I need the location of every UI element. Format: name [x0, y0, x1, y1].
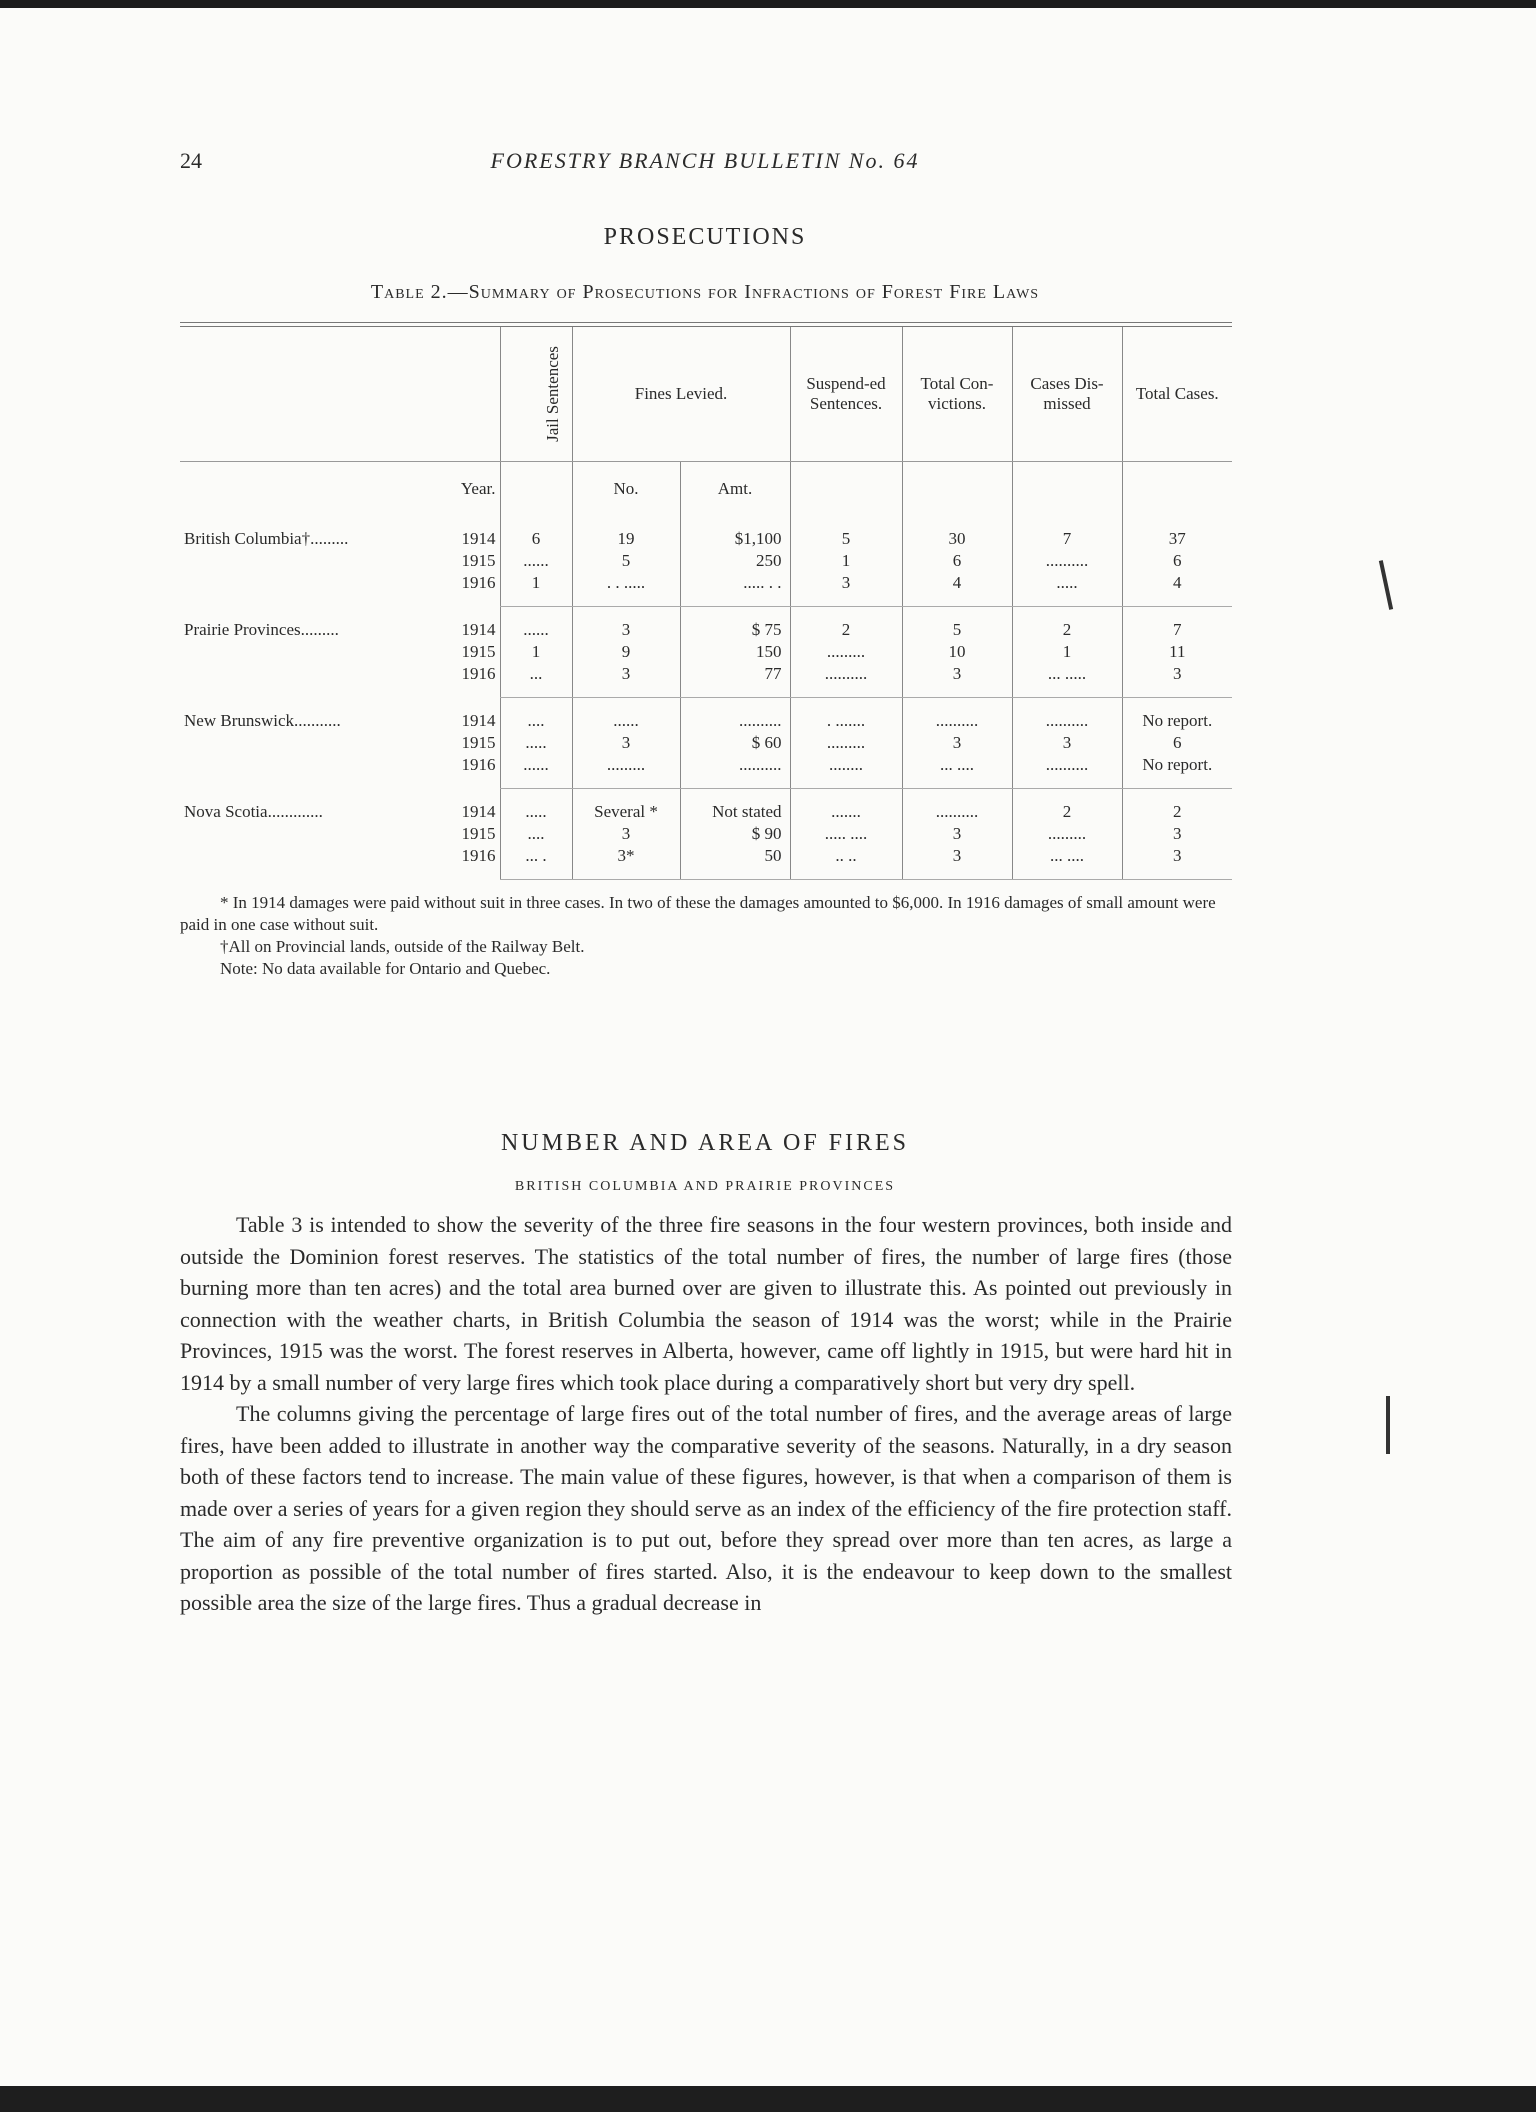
table-row [180, 732, 1232, 754]
row-year: 1915 [461, 551, 496, 570]
document-page [180, 140, 1230, 1619]
cell-fines-amt: $ 75 [680, 607, 790, 642]
cell-fines-no: 5 [572, 550, 680, 572]
row-year: 1916 [461, 664, 496, 684]
cell-convictions: 3 [902, 823, 1012, 845]
cell-convictions: 3 [902, 663, 1012, 698]
cell-dismissed: 2 [1012, 789, 1122, 824]
cell-jail: ... [500, 663, 572, 698]
cell-dismissed: ... .... [1012, 845, 1122, 880]
header-blank [180, 327, 500, 462]
cell-jail: ...... [500, 550, 572, 572]
cell-region-year [180, 641, 500, 663]
cell-total: 3 [1122, 845, 1232, 880]
cell-total: 6 [1122, 732, 1232, 754]
cell-region-year [180, 754, 500, 789]
cell-convictions: .......... [902, 698, 1012, 733]
body-paragraph: Table 3 is intended to show the severity of the three fire seasons in the four western provinces, both inside and outside the Dominion forest reserves. The statistics of the total number of fires, the number of large fires (those burning more than ten acres) and the total area burned over are given to illustrate this. As pointed out previously in connection with the weather charts, in British Columbia the season of 1914 was the worst; while in the Prairie Provinces, 1915 was the worst. The forest reserves in Alberta, however, came off lightly in 1915, but were hard hit in 1914 by a small number of very large fires which took place during a comparatively short but very dry spell. [180, 1212, 1232, 1395]
cell-dismissed: 1 [1012, 641, 1122, 663]
cell-total: 7 [1122, 607, 1232, 642]
running-title: FORESTRY BRANCH BULLETIN No. 64 [490, 148, 920, 173]
cell-fines-amt: 77 [680, 663, 790, 698]
subheader-blank [902, 462, 1012, 517]
row-year: 1914 [461, 801, 496, 821]
cell-suspended: 5 [790, 516, 902, 550]
cell-fines-amt: ..... . . [680, 572, 790, 607]
cell-fines-no: ...... [572, 698, 680, 733]
scan-bottom-edge [0, 2086, 1536, 2112]
cell-total: 11 [1122, 641, 1232, 663]
section2-body [180, 1209, 1232, 1619]
region-name: British Columbia†......... [184, 529, 349, 548]
cell-region-year [180, 823, 500, 845]
cell-dismissed: .......... [1012, 754, 1122, 789]
body-paragraph: The columns giving the percentage of large fires out of the total number of fires, and the average areas of large fires, have been added to illustrate in another way the comparative severity of the seasons. Naturally, in a dry season both of these factors tend to increase. The main value of these figures, however, is that when a comparison of them is made over a series of years for a given region they should serve as an index of the efficiency of the fire protection staff. The aim of any fire preventive organization is to put out, before they spread over more than ten acres, as large a proportion as possible of the total number of fires started. Also, it is the endeavour to keep down to the smallest possible area the size of the large fires. Thus a gradual decrease in [180, 1401, 1232, 1615]
row-year: 1916 [461, 755, 496, 775]
cell-fines-amt: .......... [680, 754, 790, 789]
cell-fines-amt: $ 90 [680, 823, 790, 845]
cell-convictions: 30 [902, 516, 1012, 550]
row-year: 1916 [461, 573, 496, 593]
table-row [180, 516, 1232, 550]
cell-fines-no: 3* [572, 845, 680, 880]
cell-fines-amt: $ 60 [680, 732, 790, 754]
cell-region-year [180, 572, 500, 607]
table-row [180, 789, 1232, 824]
cell-suspended: ......... [790, 641, 902, 663]
cell-fines-no: 19 [572, 516, 680, 550]
cell-region-year [180, 550, 500, 572]
table-row [180, 698, 1232, 733]
table-subheader-row [180, 462, 1232, 517]
subheader-year: Year. [460, 479, 496, 498]
cell-jail: ... . [500, 845, 572, 880]
cell-fines-no: . . ..... [572, 572, 680, 607]
row-year: 1914 [461, 529, 496, 548]
subheader-amt: Amt. [680, 462, 790, 517]
table-row [180, 550, 1232, 572]
cell-suspended: .. .. [790, 845, 902, 880]
scan-top-edge [0, 0, 1536, 8]
cell-total: 3 [1122, 663, 1232, 698]
footnote-star: * In 1914 damages were paid without suit in three cases. In two of these the damages amounted to $6,000. In 1916 damages of small amount were paid in one case without suit. [180, 893, 1216, 934]
cell-fines-no: 3 [572, 823, 680, 845]
cell-convictions: 6 [902, 550, 1012, 572]
row-year: 1915 [461, 642, 496, 661]
cell-convictions: 10 [902, 641, 1012, 663]
cell-total: 4 [1122, 572, 1232, 607]
table-row [180, 823, 1232, 845]
cell-convictions: 3 [902, 732, 1012, 754]
cell-total: 3 [1122, 823, 1232, 845]
subheader-blank [1122, 462, 1232, 517]
cell-convictions: .......... [902, 789, 1012, 824]
table-row [180, 641, 1232, 663]
cell-jail: 1 [500, 572, 572, 607]
scan-mark [1386, 1396, 1390, 1454]
cell-jail: ...... [500, 754, 572, 789]
cell-convictions: 5 [902, 607, 1012, 642]
table-body [180, 516, 1232, 880]
cell-jail: ...... [500, 607, 572, 642]
table-row [180, 607, 1232, 642]
header-jail [500, 327, 572, 462]
subheader-blank [1012, 462, 1122, 517]
header-total-convictions: Total Con-victions. [902, 327, 1012, 462]
cell-region-year [180, 732, 500, 754]
subheader-blank [790, 462, 902, 517]
region-name: Nova Scotia............. [184, 801, 323, 821]
cell-jail: .... [500, 823, 572, 845]
cell-fines-no: 3 [572, 663, 680, 698]
cell-dismissed: 3 [1012, 732, 1122, 754]
cell-fines-amt: .......... [680, 698, 790, 733]
cell-fines-amt: 150 [680, 641, 790, 663]
cell-dismissed: 7 [1012, 516, 1122, 550]
subheader-no: No. [572, 462, 680, 517]
section-title: PROSECUTIONS [603, 224, 807, 250]
cell-jail: 1 [500, 641, 572, 663]
section2-subtitle: BRITISH COLUMBIA AND PRAIRIE PROVINCES [514, 1179, 896, 1194]
section2-title: NUMBER AND AREA OF FIRES [500, 1130, 910, 1156]
cell-dismissed: ... ..... [1012, 663, 1122, 698]
cell-region-year [180, 845, 500, 880]
region-name: New Brunswick........... [184, 710, 341, 730]
cell-suspended: 1 [790, 550, 902, 572]
prosecutions-table [180, 327, 1232, 880]
cell-fines-amt: $1,100 [680, 516, 790, 550]
cell-region-year [180, 607, 500, 642]
cell-dismissed: .......... [1012, 550, 1122, 572]
footnote-dagger: †All on Provincial lands, outside of the Railway Belt. [220, 937, 585, 956]
table-footnotes [180, 892, 1232, 980]
cell-suspended: 2 [790, 607, 902, 642]
cell-total: No report. [1122, 754, 1232, 789]
page-number: 24 [180, 148, 202, 173]
cell-jail: ..... [500, 732, 572, 754]
cell-total: 37 [1122, 516, 1232, 550]
cell-fines-no: 9 [572, 641, 680, 663]
table-row [180, 663, 1232, 698]
subheader-blank [500, 462, 572, 517]
cell-dismissed: ......... [1012, 823, 1122, 845]
row-year: 1915 [461, 824, 496, 843]
cell-suspended: .......... [790, 663, 902, 698]
cell-total: 2 [1122, 789, 1232, 824]
cell-jail: .... [500, 698, 572, 733]
cell-fines-no: 3 [572, 607, 680, 642]
row-year: 1916 [461, 846, 496, 866]
cell-convictions: 4 [902, 572, 1012, 607]
table-row [180, 754, 1232, 789]
row-year: 1914 [461, 710, 496, 730]
cell-fines-amt: Not stated [680, 789, 790, 824]
cell-suspended: ....... [790, 789, 902, 824]
cell-region-year [180, 698, 500, 733]
table-row [180, 572, 1232, 607]
row-year: 1914 [461, 619, 496, 639]
header-suspended: Suspend-ed Sentences. [790, 327, 902, 462]
cell-suspended: ......... [790, 732, 902, 754]
row-year: 1915 [461, 733, 496, 752]
cell-dismissed: ..... [1012, 572, 1122, 607]
cell-suspended: ........ [790, 754, 902, 789]
cell-dismissed: 2 [1012, 607, 1122, 642]
cell-jail: 6 [500, 516, 572, 550]
cell-fines-amt: 250 [680, 550, 790, 572]
scan-mark [1379, 560, 1393, 610]
region-name: Prairie Provinces......... [184, 619, 339, 639]
header-dismissed: Cases Dis-missed [1012, 327, 1122, 462]
cell-fines-amt: 50 [680, 845, 790, 880]
cell-suspended: ..... .... [790, 823, 902, 845]
cell-region-year [180, 516, 500, 550]
cell-total: 6 [1122, 550, 1232, 572]
cell-convictions: 3 [902, 845, 1012, 880]
cell-fines-no: ......... [572, 754, 680, 789]
cell-fines-no: 3 [572, 732, 680, 754]
cell-suspended: . ....... [790, 698, 902, 733]
header-total-cases: Total Cases. [1122, 327, 1232, 462]
table-header-row [180, 327, 1232, 462]
table-row [180, 845, 1232, 880]
running-head [180, 140, 1230, 180]
cell-jail: ..... [500, 789, 572, 824]
cell-suspended: 3 [790, 572, 902, 607]
cell-fines-no: Several * [572, 789, 680, 824]
cell-total: No report. [1122, 698, 1232, 733]
cell-dismissed: .......... [1012, 698, 1122, 733]
table-title: Table 2.—Summary of Prosecutions for Infractions of Forest Fire Laws [370, 281, 1040, 303]
cell-region-year [180, 789, 500, 824]
cell-region-year [180, 663, 500, 698]
header-jail-label: Jail Sentences [542, 346, 562, 442]
cell-convictions: ... .... [902, 754, 1012, 789]
footnote-note: Note: No data available for Ontario and Quebec. [220, 959, 551, 978]
header-fines: Fines Levied. [572, 327, 790, 462]
